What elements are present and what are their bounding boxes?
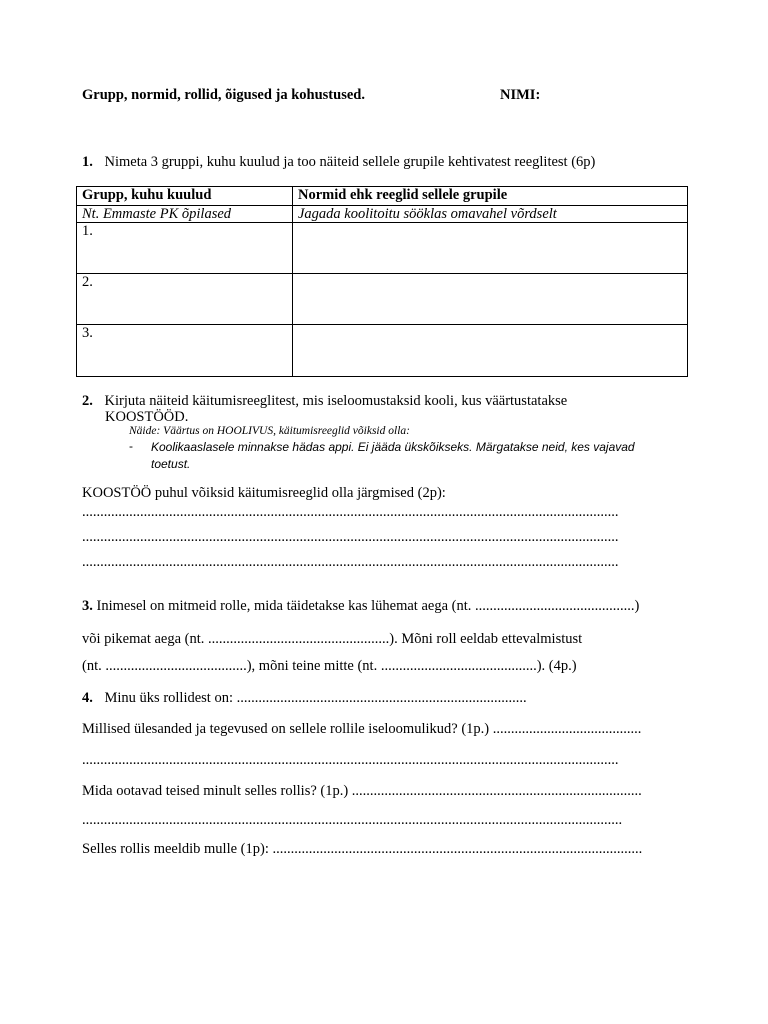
table-cell-norms-2[interactable] <box>293 274 688 325</box>
name-label: NIMI: <box>500 87 541 103</box>
table-header-group: Grupp, kuhu kuulud <box>77 187 293 206</box>
table-header-norms: Normid ehk reeglid sellele grupile <box>293 187 688 206</box>
question-2-text-line1: Kirjuta näiteid käitumisreeglitest, mis iseloomustaksid kooli, kus väärtustatakse <box>104 393 568 409</box>
question-4-line1 <box>82 690 527 707</box>
answer-line[interactable]: ..................................................................................................................................................... <box>82 812 623 828</box>
table-cell-group-1[interactable]: 1. <box>77 223 293 274</box>
question-4-text-line1: Minu üks rollidest on: ................................................................................ <box>104 690 527 706</box>
question-3-line1 <box>82 598 639 615</box>
expectations-question: Mida ootavad teised minult selles rollis? (1p.) ................................................................................ <box>82 783 642 799</box>
likes-question: Selles rollis meeldib mulle (1p): ...................................................................................................... <box>82 841 643 857</box>
table-example-row <box>77 206 688 223</box>
question-1-number: 1. <box>82 154 93 170</box>
question-3-text-line3: (nt. .......................................), mõni teine mitte (nt. ...........................................). (4p.) <box>82 658 577 674</box>
tasks-question: Millised ülesanded ja tegevused on sellele rollile iseloomulikud? (1p.) ......................................... <box>82 721 642 737</box>
question-2 <box>82 393 567 410</box>
groups-table <box>76 186 688 377</box>
table-example-group: Nt. Emmaste PK õpilased <box>77 206 293 223</box>
question-4-number: 4. <box>82 690 93 706</box>
table-row <box>77 223 688 274</box>
table-cell-group-2[interactable]: 2. <box>77 274 293 325</box>
example-bullet: - <box>129 439 133 453</box>
answer-line[interactable]: .................................................................................................................................................... <box>82 504 619 520</box>
table-row <box>77 325 688 377</box>
question-1-text: Nimeta 3 gruppi, kuhu kuulud ja too näiteid sellele grupile kehtivatest reeglitest (6p) <box>104 154 596 170</box>
cooperation-prompt: KOOSTÖÖ puhul võiksid käitumisreeglid olla järgmised (2p): <box>82 485 446 501</box>
question-3-number: 3. <box>82 598 93 614</box>
answer-line[interactable]: .................................................................................................................................................... <box>82 529 619 545</box>
table-cell-group-3[interactable]: 3. <box>77 325 293 377</box>
question-1 <box>82 154 595 171</box>
answer-line[interactable]: .................................................................................................................................................... <box>82 554 619 570</box>
question-3-text-line1: Inimesel on mitmeid rolle, mida täidetakse kas lühemat aega (nt. ............................................) <box>96 598 640 614</box>
table-cell-norms-1[interactable] <box>293 223 688 274</box>
question-2-number: 2. <box>82 393 93 409</box>
example-text-line2: toetust. <box>151 457 191 471</box>
worksheet-title: Grupp, normid, rollid, õigused ja kohustused. <box>82 87 365 103</box>
question-2-text-line2: KOOSTÖÖD. <box>105 409 189 425</box>
table-cell-norms-3[interactable] <box>293 325 688 377</box>
answer-line[interactable]: .................................................................................................................................................... <box>82 752 619 768</box>
table-header-row <box>77 187 688 206</box>
example-text-line1: Koolikaaslasele minnakse hädas appi. Ei jääda ükskõikseks. Märgatakse neid, kes vajavad <box>151 440 635 454</box>
question-3-text-line2: või pikemat aega (nt. ..................................................). Mõni roll eeldab ettevalmistust <box>82 631 583 647</box>
table-example-norms: Jagada koolitoitu sööklas omavahel võrdselt <box>293 206 688 223</box>
table-row <box>77 274 688 325</box>
example-intro: Näide: Väärtus on HOOLIVUS, käitumisreeglid võiksid olla: <box>129 425 410 437</box>
